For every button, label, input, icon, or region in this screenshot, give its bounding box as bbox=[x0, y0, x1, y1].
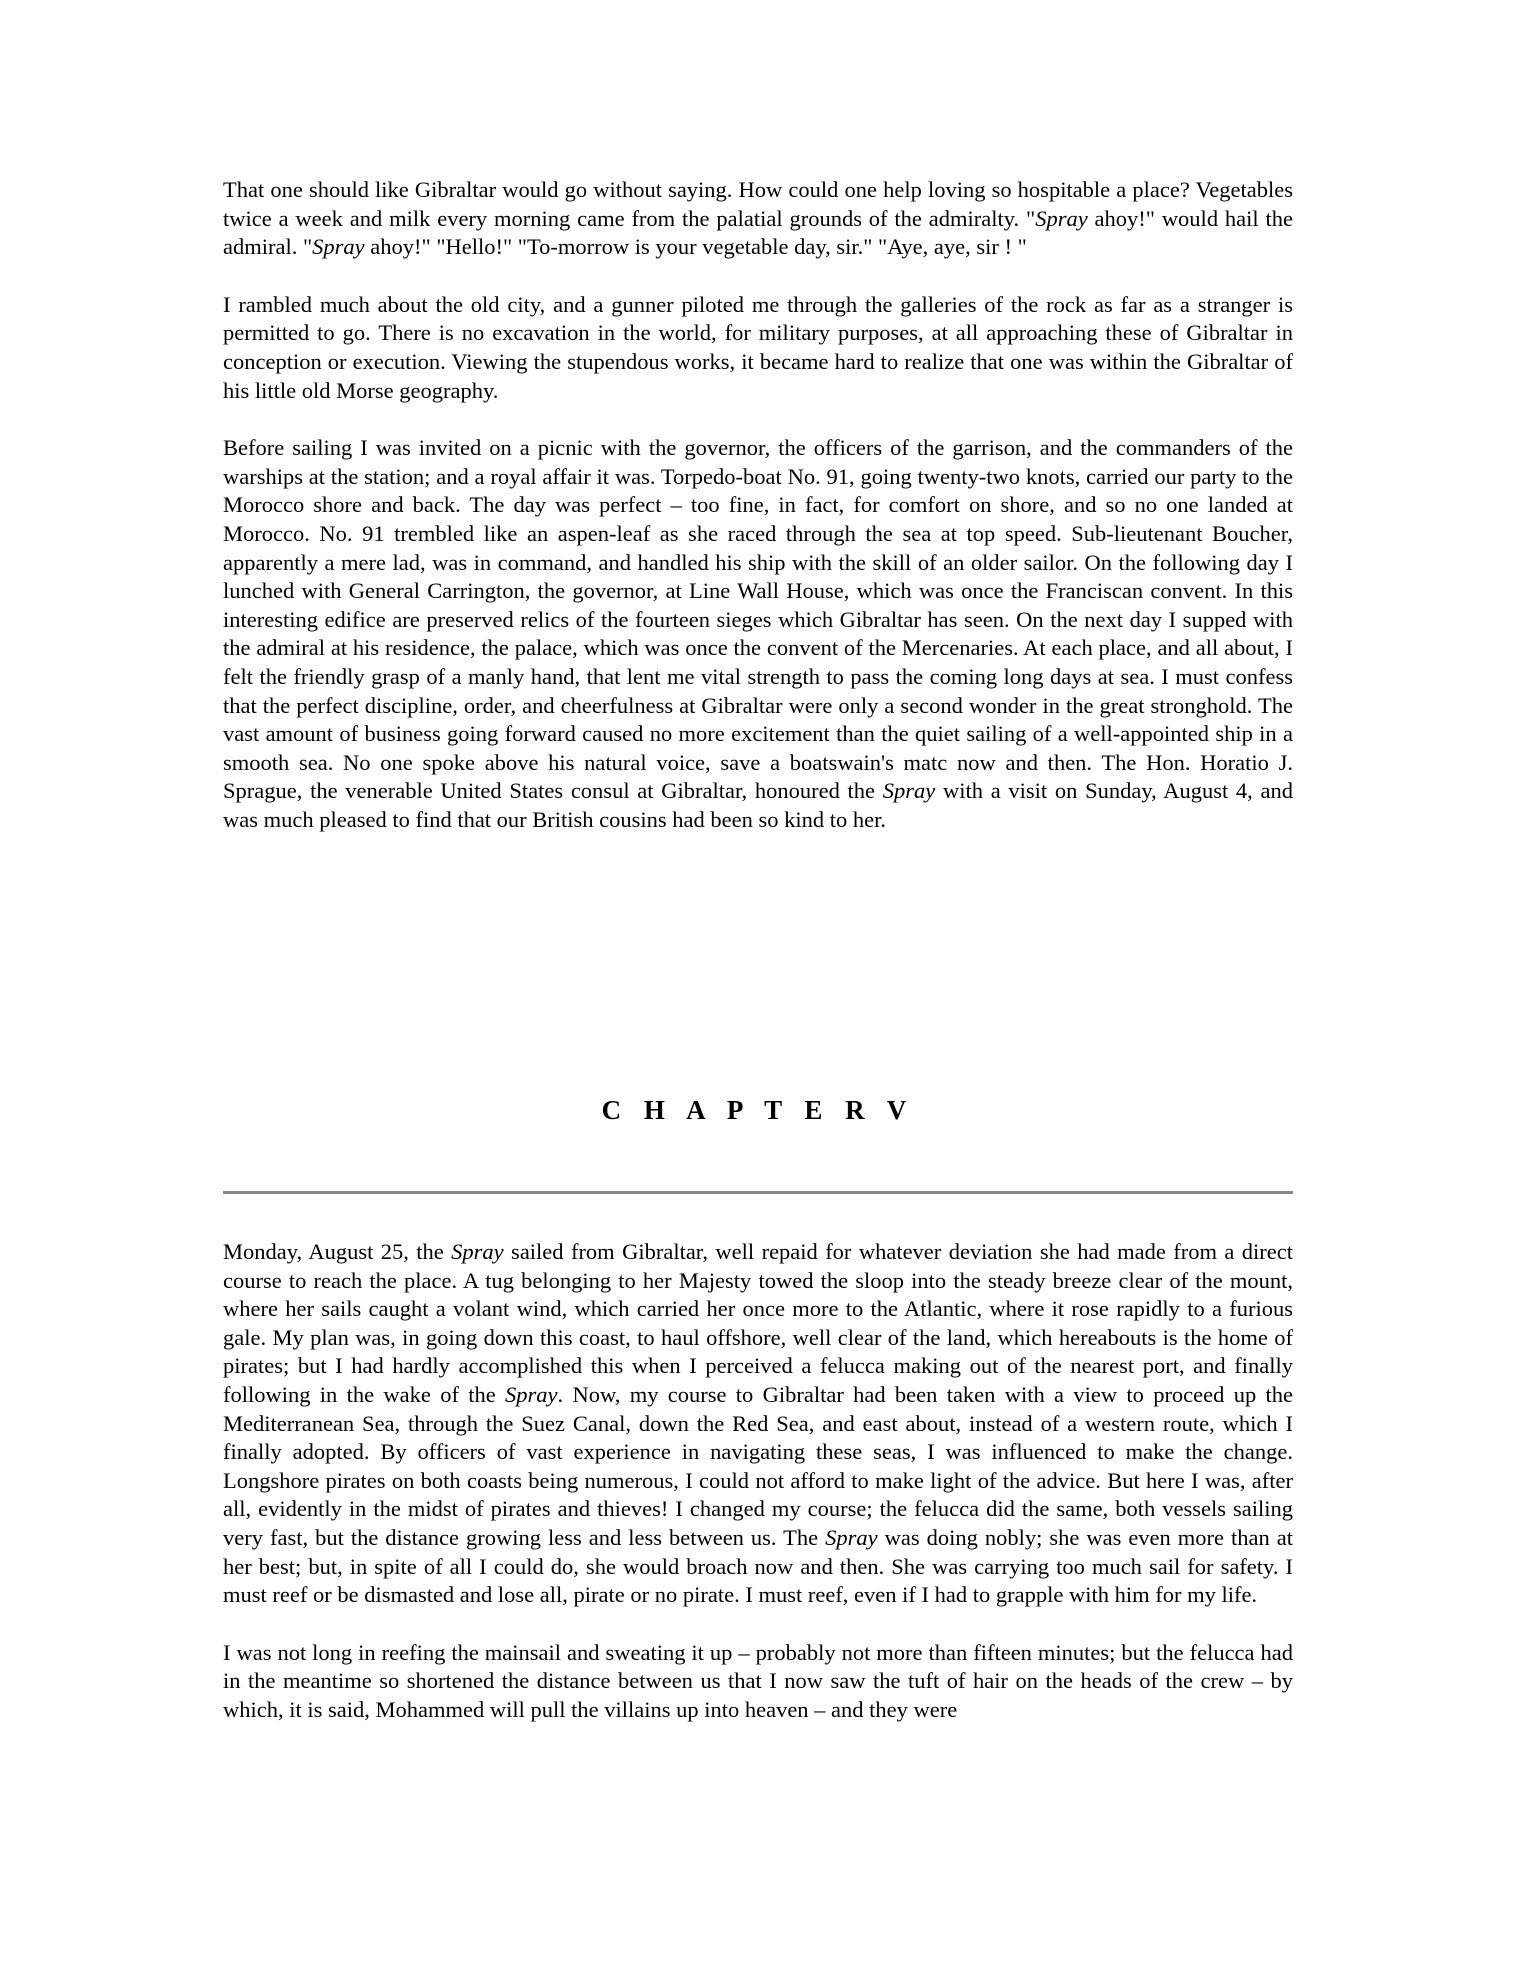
text-run: with a visit on Sunday, August 4, and was much pleased to find that our British cousins had been so kind to her. bbox=[223, 778, 1293, 832]
chapter-heading: C H A P T E R V bbox=[601, 1095, 915, 1125]
text-run: I was not long in reefing the mainsail and sweating it up – probably not more than fifteen minutes; but the felucca had in the meantime so shortened the distance between us that I now saw the tuft of hair on the heads of the crew – by which, it is said, Mohammed will pull the villains up into heaven – and they were bbox=[223, 1639, 1293, 1722]
paragraph bbox=[223, 176, 1293, 262]
italic-ship-name: Spray bbox=[451, 1239, 504, 1264]
text-run: sailed from Gibraltar, well repaid for whatever deviation she had made from a direct course to reach the place. A tug belonging to her Majesty towed the sloop into the steady breeze clear of the mount, where her sails caught a volant wind, which carried her once more to the Atlantic, where it rose rapidly to a furious gale. My plan was, in going down this coast, to haul offshore, well clear of the land, which hereabouts is the home of pirates; but I had hardly accomplished this when I perceived a felucca making out of the nearest port, and finally following in the wake of the bbox=[223, 1239, 1293, 1407]
italic-ship-name: Spray bbox=[505, 1381, 558, 1407]
paragraph bbox=[223, 434, 1293, 834]
text-run: Monday, August 25, the bbox=[223, 1239, 452, 1264]
text-run: I rambled much about the old city, and a gunner piloted me through the galleries of the rock as far as a stranger is permitted to go. There is no excavation in the world, for military purposes, at all approaching these of Gibraltar in conception or execution. Viewing the stupendous works, it became hard to realize that one was within the Gibraltar of his little old Morse geography. bbox=[223, 291, 1293, 403]
page-content bbox=[223, 176, 1294, 1722]
text-run: ahoy!" "Hello!" "To-morrow is your vegetable day, sir." "Aye, aye, sir ! " bbox=[364, 234, 1027, 260]
italic-ship-name: Spray bbox=[1035, 205, 1088, 231]
text-run: ahoy!" would hail the admiral. " bbox=[223, 205, 1294, 260]
italic-ship-name: Spray bbox=[825, 1524, 878, 1550]
paragraph bbox=[223, 1238, 1293, 1610]
italic-ship-name: Spray bbox=[312, 234, 365, 260]
text-run: Before sailing I was invited on a picnic with the governor, the officers of the garrison, and the commanders of the warships at the station; and a royal affair it was. Torpedo-boat No. 91, going twenty-two knots, carried our party to the Morocco shore and back. The day was perfect – too fine, in fact, for comfort on shore, and so no one landed at Morocco. No. 91 trembled like an aspen-leaf as she raced through the sea at top speed. Sub-lieutenant Boucher, apparently a mere lad, was in command, and handled his ship with the skill of an older sailor. On the following day I lunched with General Carrington, the governor, at Line Wall House, which was once the Franciscan convent. In this interesting edifice are preserved relics of the fourteen sieges which Gibraltar has seen. On the next day I supped with the admiral at his residence, the palace, which was once the convent of the Mercenaries. At each place, and all about, I felt the friendly grasp of a manly hand, that lent me vital strength to pass the coming long days at sea. I must confess that the perfect discipline, order, and cheerfulness at Gibraltar were only a second wonder in the great stronghold. The vast amount of business going forward caused no more excitement than the quiet sailing of a well-appointed ship in a smooth sea. No one spoke above his natural voice, save a boatswain's matc now and then. The Hon. Horatio J. Sprague, the venerable United States consul at Gibraltar, honoured the bbox=[223, 435, 1293, 804]
text-run: That one should like Gibraltar would go without saying. How could one help loving so hospitable a place? Vegetables twice a week and milk every morning came from the palatial grounds of the admiralty. " bbox=[223, 177, 1293, 231]
chapter-divider bbox=[223, 1191, 1293, 1194]
text-run: . Now, my course to Gibraltar had been taken with a view to proceed up the Mediterranean Sea, through the Suez Canal, down the Red Sea, and east about, instead of a western route, which I finally adopted. By officers of vast experience in navigating these seas, I was influenced to make the change. Longshore pirates on both coasts being numerous, I could not afford to make light of the advice. But here I was, after all, evidently in the midst of pirates and thieves! I changed my course; the felucca did the same, both vessels sailing very fast, but the distance growing less and less between us. The bbox=[223, 1381, 1294, 1550]
paragraph bbox=[223, 291, 1293, 405]
italic-ship-name: Spray bbox=[882, 778, 936, 804]
text-run: was doing nobly; she was even more than at her best; but, in spite of all I could do, she would broach now and then. She was carrying too much sail for safety. I must reef or be dismasted and lose all, pirate or no pirate. I must reef, even if I had to grapple with him for my life. bbox=[223, 1524, 1293, 1608]
paragraph bbox=[223, 1639, 1293, 1725]
text-block-bottom bbox=[223, 1238, 1293, 1754]
text-block-top bbox=[223, 176, 1293, 834]
